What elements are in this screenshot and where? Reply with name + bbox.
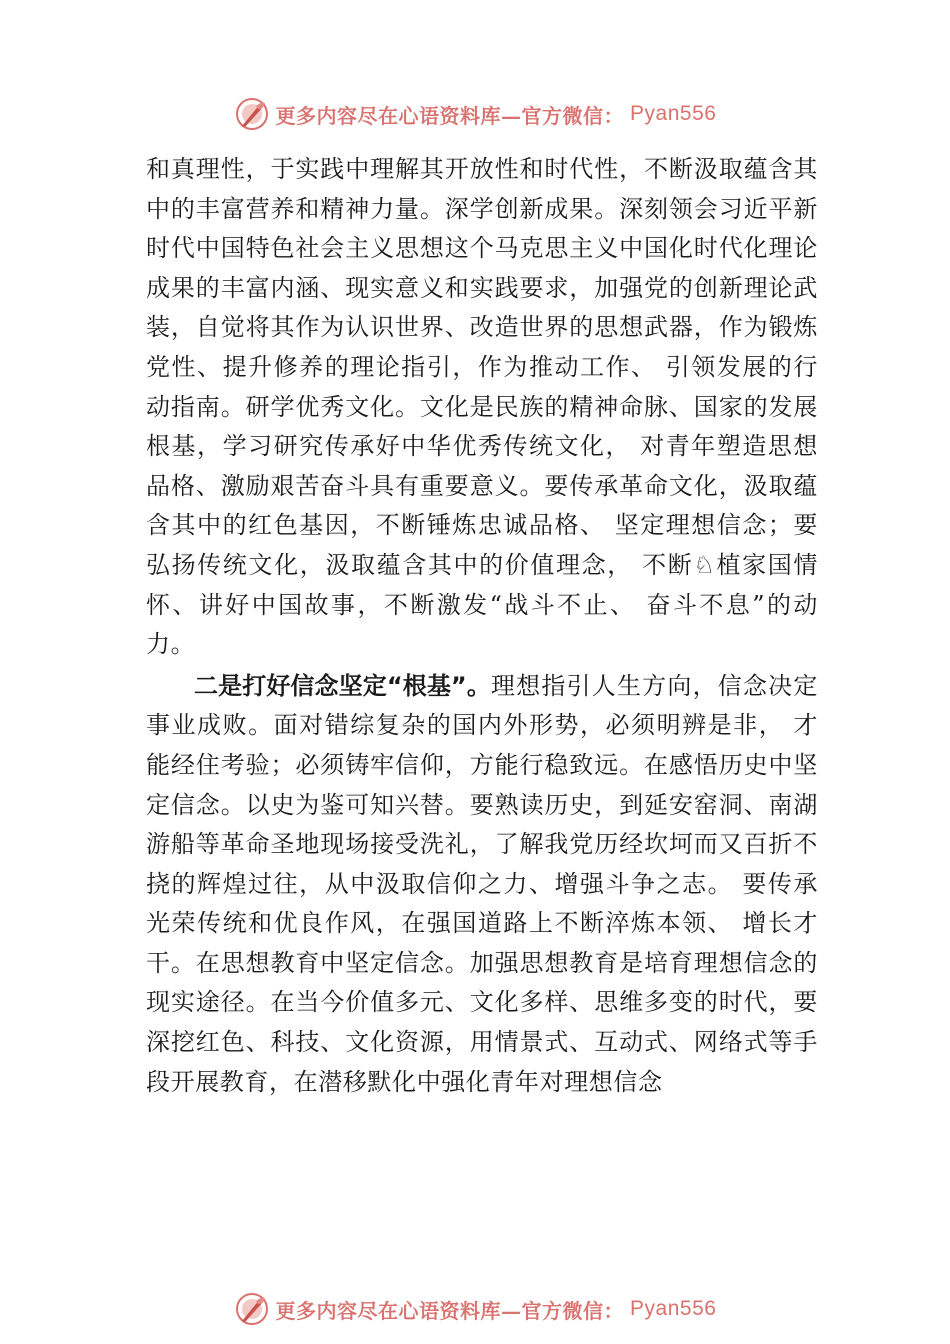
paragraph-2 [146, 667, 818, 1103]
paragraph-2-text: 理想指引人生方向，信念决定事业成败。面对错综复杂的国内外形势，必须明辨是非， 才能经住考验；必须铸牢信仰，方能行稳致远。在感悟历史中坚定信念。以史为鉴可知兴替。要熟读历史，到延安窑洞、南湖游船等革命圣地现场接受洗礼，了解我党历经坎坷而又百折不挠的辉煌过往，从中汲取信仰之力、增强斗争之志。 要传承光荣传统和优良作风，在强国道路上不断淬炼本领、 增长才干。在思想教育中坚定信念。加强思想教育是培育理想信念的现实途径。在当今价值多元、文化多样、思维多变的时代，要深挖红色、科技、文化资源，用情景式、互动式、网络式等手段开展教育，在潜移默化中强化青年对理想信念 [146, 671, 818, 1096]
paragraph-1 [146, 150, 818, 665]
watermark-handle: Pyan556 [630, 102, 717, 125]
header-watermark [0, 96, 950, 132]
watermark-text: 更多内容尽在心语资料库—官方微信： [275, 103, 625, 128]
watermark-text: 更多内容尽在心语资料库—官方微信： [275, 1298, 625, 1323]
quill-logo-icon [234, 1291, 270, 1327]
watermark-handle: Pyan556 [630, 1297, 717, 1320]
quill-logo-icon [234, 96, 270, 132]
document-body [146, 150, 818, 1102]
paragraph-1-text: 和真理性，于实践中理解其开放性和时代性，不断汲取蕴含其中的丰富营养和精神力量。深学创新成果。深刻领会习近平新时代中国特色社会主义思想这个马克思主义中国化时代化理论成果的丰富内涵、现实意义和实践要求，加强党的创新理论武装，自觉将其作为认识世界、改造世界的思想武器，作为锻炼党性、提升修养的理论指引，作为推动工作、 引领发展的行动指南。研学优秀文化。文化是民族的精神命脉、国家的发展根基，学习研究传承好中华优秀传统文化， 对青年塑造思想品格、激励艰苦奋斗具有重要意义。要传承革命文化，汲取蕴含其中的红色基因，不断锤炼忠诚品格、 坚定理想信念；要弘扬传统文化，汲取蕴含其中的价值理念， 不断♘植家国情怀、讲好中国故事，不断激发“战斗不止、 奋斗不息”的动力。 [146, 155, 818, 659]
footer-watermark [0, 1291, 950, 1327]
paragraph-2-heading: 二是打好信念坚定“根基”。 [194, 671, 491, 700]
